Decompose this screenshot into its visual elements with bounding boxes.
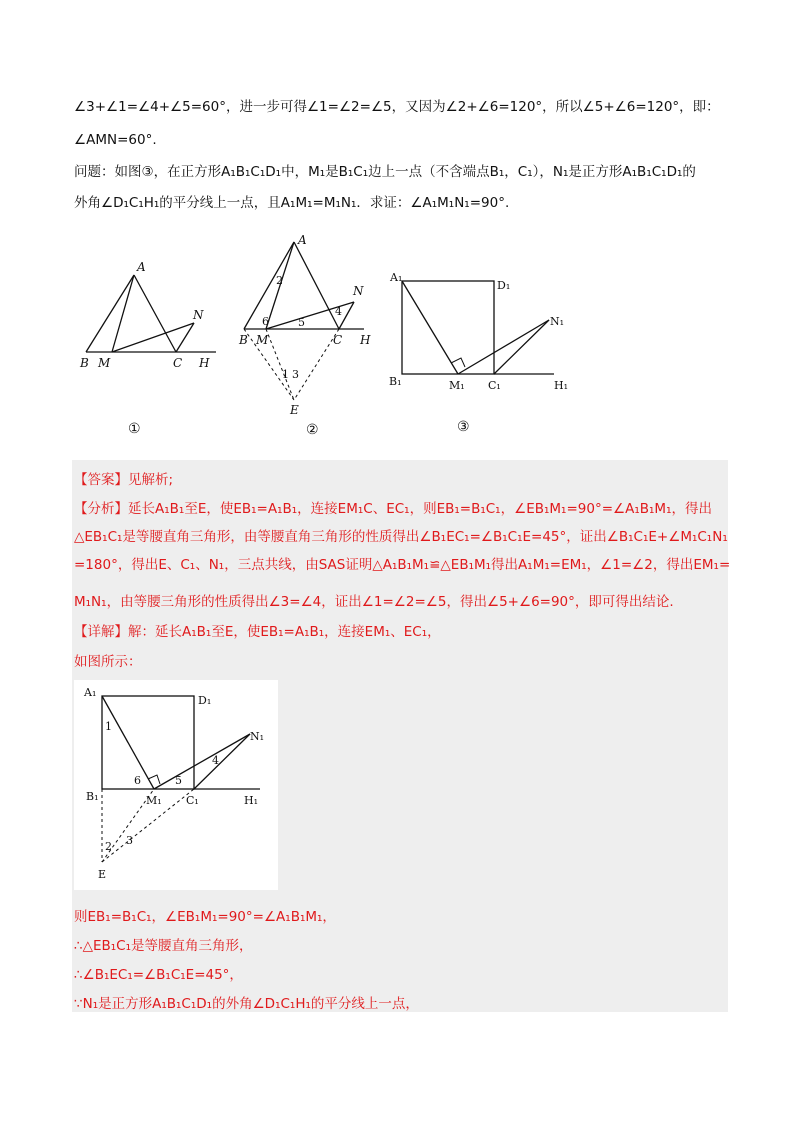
fig3-caption: ③: [457, 419, 470, 435]
fig4-label-b1: B₁: [86, 790, 99, 803]
detail-line-1: 【详解】解：延长A₁B₁至E，使EB₁=A₁B₁，连接EM₁、EC₁，: [74, 624, 441, 640]
analysis-line-3: =180°，得出E、C₁、N₁，三点共线，由SAS证明△A₁B₁M₁≌△EB₁M₁得出A₁M₁=EM₁，∠1=∠2，得出EM₁=: [74, 557, 731, 573]
fig1-label-a: A: [137, 260, 146, 274]
detail-line-4: ∴△EB₁C₁是等腰直角三角形，: [74, 938, 253, 954]
intro-line-1: ∠3+∠1=∠4+∠5=60°，进一步可得∠1=∠2=∠5，又因为∠2+∠6=120°，所以∠5+∠6=120°，即：: [74, 99, 720, 115]
fig3-label-d1: D₁: [497, 279, 511, 292]
detail-line-2: 如图所示：: [74, 654, 142, 670]
fig4-label-a1: A₁: [84, 686, 97, 699]
figure-1: [76, 255, 226, 440]
fig4-label-d1: D₁: [198, 694, 212, 707]
figure-2: [236, 232, 386, 440]
fig4-label-c1: C₁: [186, 794, 199, 807]
fig2-label-c: C: [333, 333, 343, 347]
fig2-angle-3: 3: [292, 368, 299, 381]
fig3-label-n1: N₁: [550, 315, 565, 328]
intro-line-3: 问题：如图③，在正方形A₁B₁C₁D₁中，M₁是B₁C₁边上一点（不含端点B₁，C₁），N₁是正方形A₁B₁C₁D₁的: [74, 164, 696, 180]
detail-line-5: ∴∠B₁EC₁=∠B₁C₁E=45°，: [74, 967, 243, 983]
analysis-line-2: △EB₁C₁是等腰直角三角形，由等腰直角三角形的性质得出∠B₁EC₁=∠B₁C₁E=45°，证出∠B₁C₁E+∠M₁C₁N₁: [74, 529, 728, 545]
fig4-label-n1: N₁: [250, 730, 265, 743]
detail-line-6: ∵N₁是正方形A₁B₁C₁D₁的外角∠D₁C₁H₁的平分线上一点，: [74, 996, 419, 1012]
fig2-label-h: H: [360, 333, 371, 347]
fig4-label-h1: H₁: [244, 794, 259, 807]
fig2-caption: ②: [306, 422, 319, 438]
fig2-angle-5: 5: [298, 316, 305, 329]
fig2-angle-4: 4: [335, 305, 342, 318]
fig4-label-m1: M₁: [146, 794, 162, 807]
fig3-label-c1: C₁: [488, 379, 501, 392]
fig2-angle-6: 6: [262, 315, 269, 328]
fig4-angle-4: 4: [212, 754, 219, 767]
fig1-label-h: H: [199, 356, 210, 370]
fig1-label-m: M: [98, 356, 111, 370]
intro-line-2: ∠AMN=60°.: [74, 132, 157, 148]
fig2-label-n: N: [353, 284, 364, 298]
solution-figure: [74, 680, 278, 890]
fig4-angle-6: 6: [134, 774, 141, 787]
fig2-label-a: A: [298, 233, 307, 247]
fig4-angle-5: 5: [175, 774, 182, 787]
fig1-label-n: N: [193, 308, 204, 322]
detail-line-3: 则EB₁=B₁C₁，∠EB₁M₁=90°=∠A₁B₁M₁，: [74, 909, 336, 925]
fig2-label-e: E: [290, 403, 299, 417]
fig3-label-a1: A₁: [390, 271, 403, 284]
fig2-label-b: B: [239, 333, 248, 347]
fig3-label-m1: M₁: [449, 379, 465, 392]
fig3-label-h1: H₁: [554, 379, 569, 392]
fig3-label-b1: B₁: [389, 375, 402, 388]
fig2-label-m: M: [256, 333, 269, 347]
fig1-label-b: B: [80, 356, 89, 370]
fig4-angle-3: 3: [126, 834, 133, 847]
fig4-angle-1: 1: [105, 720, 112, 733]
analysis-line-1: 【分析】延长A₁B₁至E，使EB₁=A₁B₁，连接EM₁C、EC₁，则EB₁=B₁C₁，∠EB₁M₁=90°=∠A₁B₁M₁，得出: [74, 501, 712, 517]
fig4-angle-2: 2: [105, 840, 112, 853]
fig1-label-c: C: [173, 356, 183, 370]
fig1-caption: ①: [128, 421, 141, 437]
figure-3: [384, 265, 574, 440]
fig2-angle-2: 2: [276, 274, 283, 287]
intro-line-4: 外角∠D₁C₁H₁的平分线上一点，且A₁M₁=M₁N₁．求证：∠A₁M₁N₁=90°.: [74, 195, 510, 211]
fig4-label-e: E: [98, 868, 107, 881]
answer-line: 【答案】见解析;: [74, 472, 174, 488]
analysis-line-4: M₁N₁，由等腰三角形的性质得出∠3=∠4，证出∠1=∠2=∠5，得出∠5+∠6=90°，即可得出结论.: [74, 594, 674, 610]
fig2-angle-1: 1: [282, 368, 289, 381]
